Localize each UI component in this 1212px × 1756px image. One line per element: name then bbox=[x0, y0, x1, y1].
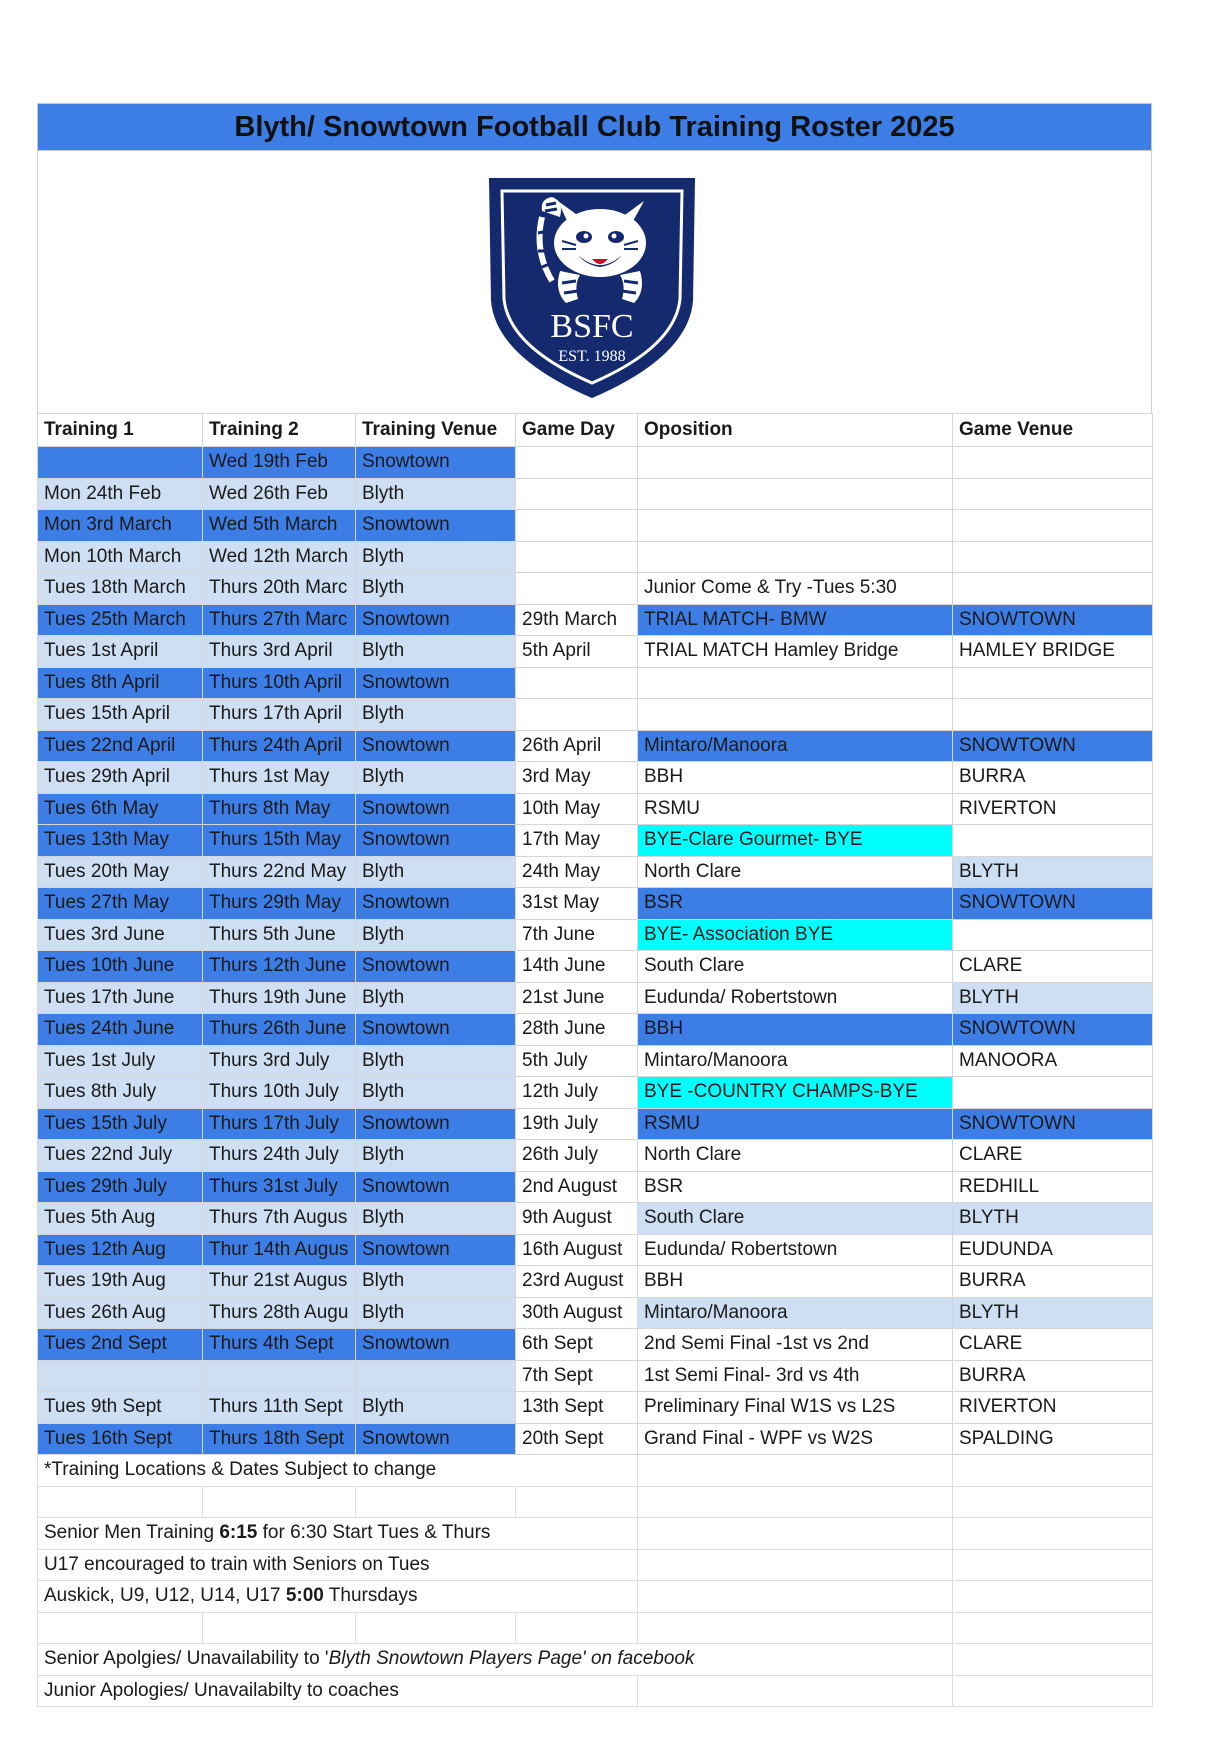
game-day-cell bbox=[516, 699, 638, 731]
game-venue-cell: BURRA bbox=[953, 1360, 1153, 1392]
header-training-1: Training 1 bbox=[38, 414, 203, 447]
training-venue-cell: Blyth bbox=[356, 1077, 516, 1109]
training-1-cell: Tues 5th Aug bbox=[38, 1203, 203, 1235]
logo-area bbox=[37, 151, 1152, 413]
table-row bbox=[38, 730, 1153, 762]
game-day-cell: 19th July bbox=[516, 1108, 638, 1140]
club-crest-logo bbox=[482, 171, 702, 401]
training-2-cell: Thurs 31st July bbox=[203, 1171, 356, 1203]
table-row bbox=[38, 1423, 1153, 1455]
blank-row bbox=[38, 1486, 1153, 1518]
training-1-cell: Tues 22nd July bbox=[38, 1140, 203, 1172]
training-2-cell: Thurs 4th Sept bbox=[203, 1329, 356, 1361]
opposition-cell: Eudunda/ Robertstown bbox=[638, 982, 953, 1014]
game-venue-cell: SNOWTOWN bbox=[953, 1014, 1153, 1046]
table-row bbox=[38, 1297, 1153, 1329]
training-1-cell bbox=[38, 447, 203, 479]
roster-body bbox=[38, 447, 1153, 1455]
u17-note: U17 encouraged to train with Seniors on Tues bbox=[38, 1549, 638, 1581]
game-day-cell: 9th August bbox=[516, 1203, 638, 1235]
opposition-cell: TRIAL MATCH- BMW bbox=[638, 604, 953, 636]
table-row bbox=[38, 888, 1153, 920]
note-row bbox=[38, 1581, 1153, 1613]
game-venue-cell: BURRA bbox=[953, 1266, 1153, 1298]
game-day-cell: 23rd August bbox=[516, 1266, 638, 1298]
training-1-cell: Mon 3rd March bbox=[38, 510, 203, 542]
opposition-cell: Grand Final - WPF vs W2S bbox=[638, 1423, 953, 1455]
opposition-cell bbox=[638, 667, 953, 699]
game-day-cell: 7th June bbox=[516, 919, 638, 951]
header-training-2: Training 2 bbox=[203, 414, 356, 447]
senior-training-note: Senior Men Training 6:15 for 6:30 Start Tues & Thurs bbox=[38, 1518, 638, 1550]
training-venue-cell: Blyth bbox=[356, 1297, 516, 1329]
training-2-cell bbox=[203, 1360, 356, 1392]
training-2-cell: Wed 19th Feb bbox=[203, 447, 356, 479]
opposition-cell bbox=[638, 699, 953, 731]
game-day-cell: 6th Sept bbox=[516, 1329, 638, 1361]
game-day-cell: 26th July bbox=[516, 1140, 638, 1172]
training-2-cell: Thurs 17th July bbox=[203, 1108, 356, 1140]
opposition-cell: South Clare bbox=[638, 1203, 953, 1235]
game-venue-cell: BURRA bbox=[953, 762, 1153, 794]
table-row bbox=[38, 573, 1153, 605]
blank-row bbox=[38, 1612, 1153, 1644]
training-venue-cell: Blyth bbox=[356, 1203, 516, 1235]
table-row bbox=[38, 636, 1153, 668]
training-2-cell: Thurs 28th Augu bbox=[203, 1297, 356, 1329]
table-row bbox=[38, 699, 1153, 731]
note-row bbox=[38, 1675, 1153, 1707]
table-row bbox=[38, 793, 1153, 825]
training-2-cell: Thurs 10th July bbox=[203, 1077, 356, 1109]
training-2-cell: Thurs 11th Sept bbox=[203, 1392, 356, 1424]
game-day-cell: 26th April bbox=[516, 730, 638, 762]
training-2-cell: Wed 12th March bbox=[203, 541, 356, 573]
training-venue-cell: Snowtown bbox=[356, 1423, 516, 1455]
note-row bbox=[38, 1644, 1153, 1676]
training-2-cell: Thur 21st Augus bbox=[203, 1266, 356, 1298]
training-venue-cell: Snowtown bbox=[356, 1234, 516, 1266]
training-2-cell: Thur 14th Augus bbox=[203, 1234, 356, 1266]
game-day-cell: 3rd May bbox=[516, 762, 638, 794]
training-venue-cell: Snowtown bbox=[356, 1329, 516, 1361]
training-2-cell: Thurs 24th July bbox=[203, 1140, 356, 1172]
training-2-cell: Thurs 19th June bbox=[203, 982, 356, 1014]
game-venue-cell: SNOWTOWN bbox=[953, 730, 1153, 762]
training-2-cell: Thurs 24th April bbox=[203, 730, 356, 762]
table-row bbox=[38, 982, 1153, 1014]
game-day-cell bbox=[516, 573, 638, 605]
game-venue-cell: HAMLEY BRIDGE bbox=[953, 636, 1153, 668]
note-row bbox=[38, 1549, 1153, 1581]
opposition-cell bbox=[638, 541, 953, 573]
training-venue-cell: Snowtown bbox=[356, 1108, 516, 1140]
training-venue-cell: Blyth bbox=[356, 573, 516, 605]
training-venue-cell: Blyth bbox=[356, 982, 516, 1014]
game-day-cell: 28th June bbox=[516, 1014, 638, 1046]
table-row bbox=[38, 510, 1153, 542]
game-day-cell: 14th June bbox=[516, 951, 638, 983]
training-2-cell: Thurs 8th May bbox=[203, 793, 356, 825]
table-row bbox=[38, 1392, 1153, 1424]
table-row bbox=[38, 541, 1153, 573]
training-1-cell: Tues 20th May bbox=[38, 856, 203, 888]
training-1-cell: Tues 1st July bbox=[38, 1045, 203, 1077]
game-day-cell: 31st May bbox=[516, 888, 638, 920]
opposition-cell: Preliminary Final W1S vs L2S bbox=[638, 1392, 953, 1424]
game-venue-cell: SNOWTOWN bbox=[953, 1108, 1153, 1140]
opposition-cell: BBH bbox=[638, 1266, 953, 1298]
opposition-cell: 1st Semi Final- 3rd vs 4th bbox=[638, 1360, 953, 1392]
training-2-cell: Thurs 7th Augus bbox=[203, 1203, 356, 1235]
game-day-cell bbox=[516, 510, 638, 542]
game-day-cell bbox=[516, 541, 638, 573]
training-2-cell: Wed 5th March bbox=[203, 510, 356, 542]
training-venue-cell: Snowtown bbox=[356, 510, 516, 542]
training-2-cell: Thurs 5th June bbox=[203, 919, 356, 951]
game-venue-cell bbox=[953, 1077, 1153, 1109]
training-venue-cell: Blyth bbox=[356, 1266, 516, 1298]
training-venue-cell: Blyth bbox=[356, 762, 516, 794]
training-2-cell: Thurs 1st May bbox=[203, 762, 356, 794]
opposition-cell: North Clare bbox=[638, 1140, 953, 1172]
table-row bbox=[38, 1234, 1153, 1266]
training-1-cell: Tues 10th June bbox=[38, 951, 203, 983]
table-row bbox=[38, 1014, 1153, 1046]
opposition-cell: BBH bbox=[638, 1014, 953, 1046]
table-row bbox=[38, 1266, 1153, 1298]
game-venue-cell: RIVERTON bbox=[953, 1392, 1153, 1424]
header-training-venue: Training Venue bbox=[356, 414, 516, 447]
opposition-cell: BSR bbox=[638, 1171, 953, 1203]
table-row bbox=[38, 762, 1153, 794]
game-venue-cell: MANOORA bbox=[953, 1045, 1153, 1077]
game-venue-cell bbox=[953, 667, 1153, 699]
table-row bbox=[38, 856, 1153, 888]
header-game-venue: Game Venue bbox=[953, 414, 1153, 447]
game-venue-cell: EUDUNDA bbox=[953, 1234, 1153, 1266]
game-venue-cell: CLARE bbox=[953, 1329, 1153, 1361]
training-venue-cell: Snowtown bbox=[356, 604, 516, 636]
training-venue-cell: Blyth bbox=[356, 1045, 516, 1077]
junior-apologies-note: Junior Apologies/ Unavailabilty to coaches bbox=[38, 1675, 638, 1707]
training-venue-cell: Blyth bbox=[356, 699, 516, 731]
training-1-cell: Tues 9th Sept bbox=[38, 1392, 203, 1424]
game-day-cell: 30th August bbox=[516, 1297, 638, 1329]
training-1-cell: Tues 1st April bbox=[38, 636, 203, 668]
training-1-cell: Tues 2nd Sept bbox=[38, 1329, 203, 1361]
game-venue-cell bbox=[953, 447, 1153, 479]
opposition-cell: Eudunda/ Robertstown bbox=[638, 1234, 953, 1266]
training-1-cell bbox=[38, 1360, 203, 1392]
game-day-cell: 13th Sept bbox=[516, 1392, 638, 1424]
training-venue-cell: Blyth bbox=[356, 1140, 516, 1172]
training-2-cell: Thurs 27th Marc bbox=[203, 604, 356, 636]
training-1-cell: Tues 15th April bbox=[38, 699, 203, 731]
opposition-cell bbox=[638, 510, 953, 542]
training-venue-cell: Blyth bbox=[356, 478, 516, 510]
roster-table bbox=[37, 413, 1153, 1707]
table-row bbox=[38, 919, 1153, 951]
opposition-cell bbox=[638, 478, 953, 510]
training-2-cell: Thurs 26th June bbox=[203, 1014, 356, 1046]
opposition-cell bbox=[638, 447, 953, 479]
opposition-cell: Mintaro/Manoora bbox=[638, 730, 953, 762]
training-1-cell: Mon 10th March bbox=[38, 541, 203, 573]
game-day-cell: 10th May bbox=[516, 793, 638, 825]
training-venue-cell bbox=[356, 1360, 516, 1392]
training-venue-cell: Snowtown bbox=[356, 825, 516, 857]
opposition-cell: Mintaro/Manoora bbox=[638, 1045, 953, 1077]
training-1-cell: Tues 25th March bbox=[38, 604, 203, 636]
opposition-cell: BBH bbox=[638, 762, 953, 794]
opposition-cell: Junior Come & Try -Tues 5:30 bbox=[638, 573, 953, 605]
table-row bbox=[38, 1140, 1153, 1172]
game-day-cell: 5th April bbox=[516, 636, 638, 668]
game-day-cell: 16th August bbox=[516, 1234, 638, 1266]
game-venue-cell bbox=[953, 478, 1153, 510]
table-row bbox=[38, 1077, 1153, 1109]
training-venue-cell: Snowtown bbox=[356, 951, 516, 983]
game-venue-cell: BLYTH bbox=[953, 982, 1153, 1014]
table-row bbox=[38, 1329, 1153, 1361]
training-1-cell: Tues 19th Aug bbox=[38, 1266, 203, 1298]
game-day-cell: 24th May bbox=[516, 856, 638, 888]
opposition-cell: RSMU bbox=[638, 793, 953, 825]
training-venue-cell: Snowtown bbox=[356, 447, 516, 479]
training-1-cell: Tues 13th May bbox=[38, 825, 203, 857]
table-row bbox=[38, 1045, 1153, 1077]
training-1-cell: Tues 6th May bbox=[38, 793, 203, 825]
game-day-cell: 2nd August bbox=[516, 1171, 638, 1203]
game-venue-cell bbox=[953, 919, 1153, 951]
junior-training-note: Auskick, U9, U12, U14, U17 5:00 Thursdays bbox=[38, 1581, 638, 1613]
game-venue-cell: CLARE bbox=[953, 1140, 1153, 1172]
game-day-cell: 5th July bbox=[516, 1045, 638, 1077]
game-venue-cell bbox=[953, 699, 1153, 731]
table-row bbox=[38, 1108, 1153, 1140]
training-2-cell: Thurs 3rd April bbox=[203, 636, 356, 668]
training-2-cell: Thurs 17th April bbox=[203, 699, 356, 731]
disclaimer-note: *Training Locations & Dates Subject to change bbox=[38, 1455, 638, 1487]
training-1-cell: Tues 29th July bbox=[38, 1171, 203, 1203]
training-1-cell: Tues 3rd June bbox=[38, 919, 203, 951]
note-row bbox=[38, 1455, 1153, 1487]
training-1-cell: Tues 26th Aug bbox=[38, 1297, 203, 1329]
training-1-cell: Tues 22nd April bbox=[38, 730, 203, 762]
training-venue-cell: Snowtown bbox=[356, 888, 516, 920]
roster-sheet bbox=[37, 103, 1152, 1707]
opposition-cell: RSMU bbox=[638, 1108, 953, 1140]
training-2-cell: Thurs 15th May bbox=[203, 825, 356, 857]
game-venue-cell: SPALDING bbox=[953, 1423, 1153, 1455]
table-row bbox=[38, 1360, 1153, 1392]
training-2-cell: Thurs 18th Sept bbox=[203, 1423, 356, 1455]
training-venue-cell: Snowtown bbox=[356, 1014, 516, 1046]
opposition-cell: South Clare bbox=[638, 951, 953, 983]
training-1-cell: Tues 8th July bbox=[38, 1077, 203, 1109]
notes-section bbox=[38, 1455, 1153, 1707]
game-venue-cell: RIVERTON bbox=[953, 793, 1153, 825]
training-2-cell: Thurs 22nd May bbox=[203, 856, 356, 888]
table-row bbox=[38, 1171, 1153, 1203]
training-1-cell: Tues 29th April bbox=[38, 762, 203, 794]
opposition-cell: 2nd Semi Final -1st vs 2nd bbox=[638, 1329, 953, 1361]
opposition-cell: BSR bbox=[638, 888, 953, 920]
training-1-cell: Mon 24th Feb bbox=[38, 478, 203, 510]
opposition-cell: BYE- Association BYE bbox=[638, 919, 953, 951]
training-venue-cell: Snowtown bbox=[356, 793, 516, 825]
game-venue-cell: REDHILL bbox=[953, 1171, 1153, 1203]
training-2-cell: Thurs 20th Marc bbox=[203, 573, 356, 605]
opposition-cell: North Clare bbox=[638, 856, 953, 888]
table-row bbox=[38, 478, 1153, 510]
training-2-cell: Thurs 12th June bbox=[203, 951, 356, 983]
table-row bbox=[38, 825, 1153, 857]
training-venue-cell: Blyth bbox=[356, 919, 516, 951]
training-1-cell: Tues 18th March bbox=[38, 573, 203, 605]
game-venue-cell: SNOWTOWN bbox=[953, 888, 1153, 920]
training-venue-cell: Blyth bbox=[356, 1392, 516, 1424]
table-row bbox=[38, 604, 1153, 636]
note-row bbox=[38, 1518, 1153, 1550]
senior-apologies-note: Senior Apolgies/ Unavailability to 'Blyth Snowtown Players Page' on facebook bbox=[38, 1644, 953, 1676]
training-venue-cell: Snowtown bbox=[356, 1171, 516, 1203]
training-1-cell: Tues 16th Sept bbox=[38, 1423, 203, 1455]
header-game-day: Game Day bbox=[516, 414, 638, 447]
game-day-cell: 12th July bbox=[516, 1077, 638, 1109]
game-venue-cell: BLYTH bbox=[953, 1297, 1153, 1329]
game-venue-cell bbox=[953, 573, 1153, 605]
training-venue-cell: Blyth bbox=[356, 541, 516, 573]
table-row bbox=[38, 667, 1153, 699]
game-venue-cell: BLYTH bbox=[953, 1203, 1153, 1235]
roster-title: Blyth/ Snowtown Football Club Training Roster 2025 bbox=[37, 103, 1152, 151]
header-opposition: Oposition bbox=[638, 414, 953, 447]
table-row bbox=[38, 447, 1153, 479]
training-venue-cell: Blyth bbox=[356, 856, 516, 888]
game-venue-cell: BLYTH bbox=[953, 856, 1153, 888]
training-2-cell: Wed 26th Feb bbox=[203, 478, 356, 510]
training-1-cell: Tues 27th May bbox=[38, 888, 203, 920]
training-1-cell: Tues 24th June bbox=[38, 1014, 203, 1046]
game-venue-cell bbox=[953, 825, 1153, 857]
crest-established: EST. 1988 bbox=[558, 348, 626, 365]
game-day-cell bbox=[516, 667, 638, 699]
game-day-cell: 7th Sept bbox=[516, 1360, 638, 1392]
game-venue-cell: SNOWTOWN bbox=[953, 604, 1153, 636]
training-1-cell: Tues 15th July bbox=[38, 1108, 203, 1140]
game-venue-cell bbox=[953, 510, 1153, 542]
training-venue-cell: Snowtown bbox=[356, 730, 516, 762]
opposition-cell: Mintaro/Manoora bbox=[638, 1297, 953, 1329]
training-2-cell: Thurs 29th May bbox=[203, 888, 356, 920]
opposition-cell: BYE -COUNTRY CHAMPS-BYE bbox=[638, 1077, 953, 1109]
training-venue-cell: Snowtown bbox=[356, 667, 516, 699]
game-day-cell: 20th Sept bbox=[516, 1423, 638, 1455]
training-1-cell: Tues 17th June bbox=[38, 982, 203, 1014]
game-day-cell: 29th March bbox=[516, 604, 638, 636]
game-day-cell: 21st June bbox=[516, 982, 638, 1014]
training-venue-cell: Blyth bbox=[356, 636, 516, 668]
table-row bbox=[38, 951, 1153, 983]
game-day-cell: 17th May bbox=[516, 825, 638, 857]
opposition-cell: BYE-Clare Gourmet- BYE bbox=[638, 825, 953, 857]
game-venue-cell: CLARE bbox=[953, 951, 1153, 983]
header-row bbox=[38, 414, 1153, 447]
game-day-cell bbox=[516, 447, 638, 479]
training-1-cell: Tues 12th Aug bbox=[38, 1234, 203, 1266]
training-2-cell: Thurs 10th April bbox=[203, 667, 356, 699]
game-day-cell bbox=[516, 478, 638, 510]
training-2-cell: Thurs 3rd July bbox=[203, 1045, 356, 1077]
game-venue-cell bbox=[953, 541, 1153, 573]
table-row bbox=[38, 1203, 1153, 1235]
training-1-cell: Tues 8th April bbox=[38, 667, 203, 699]
crest-initials: BSFC bbox=[550, 308, 634, 345]
opposition-cell: TRIAL MATCH Hamley Bridge bbox=[638, 636, 953, 668]
